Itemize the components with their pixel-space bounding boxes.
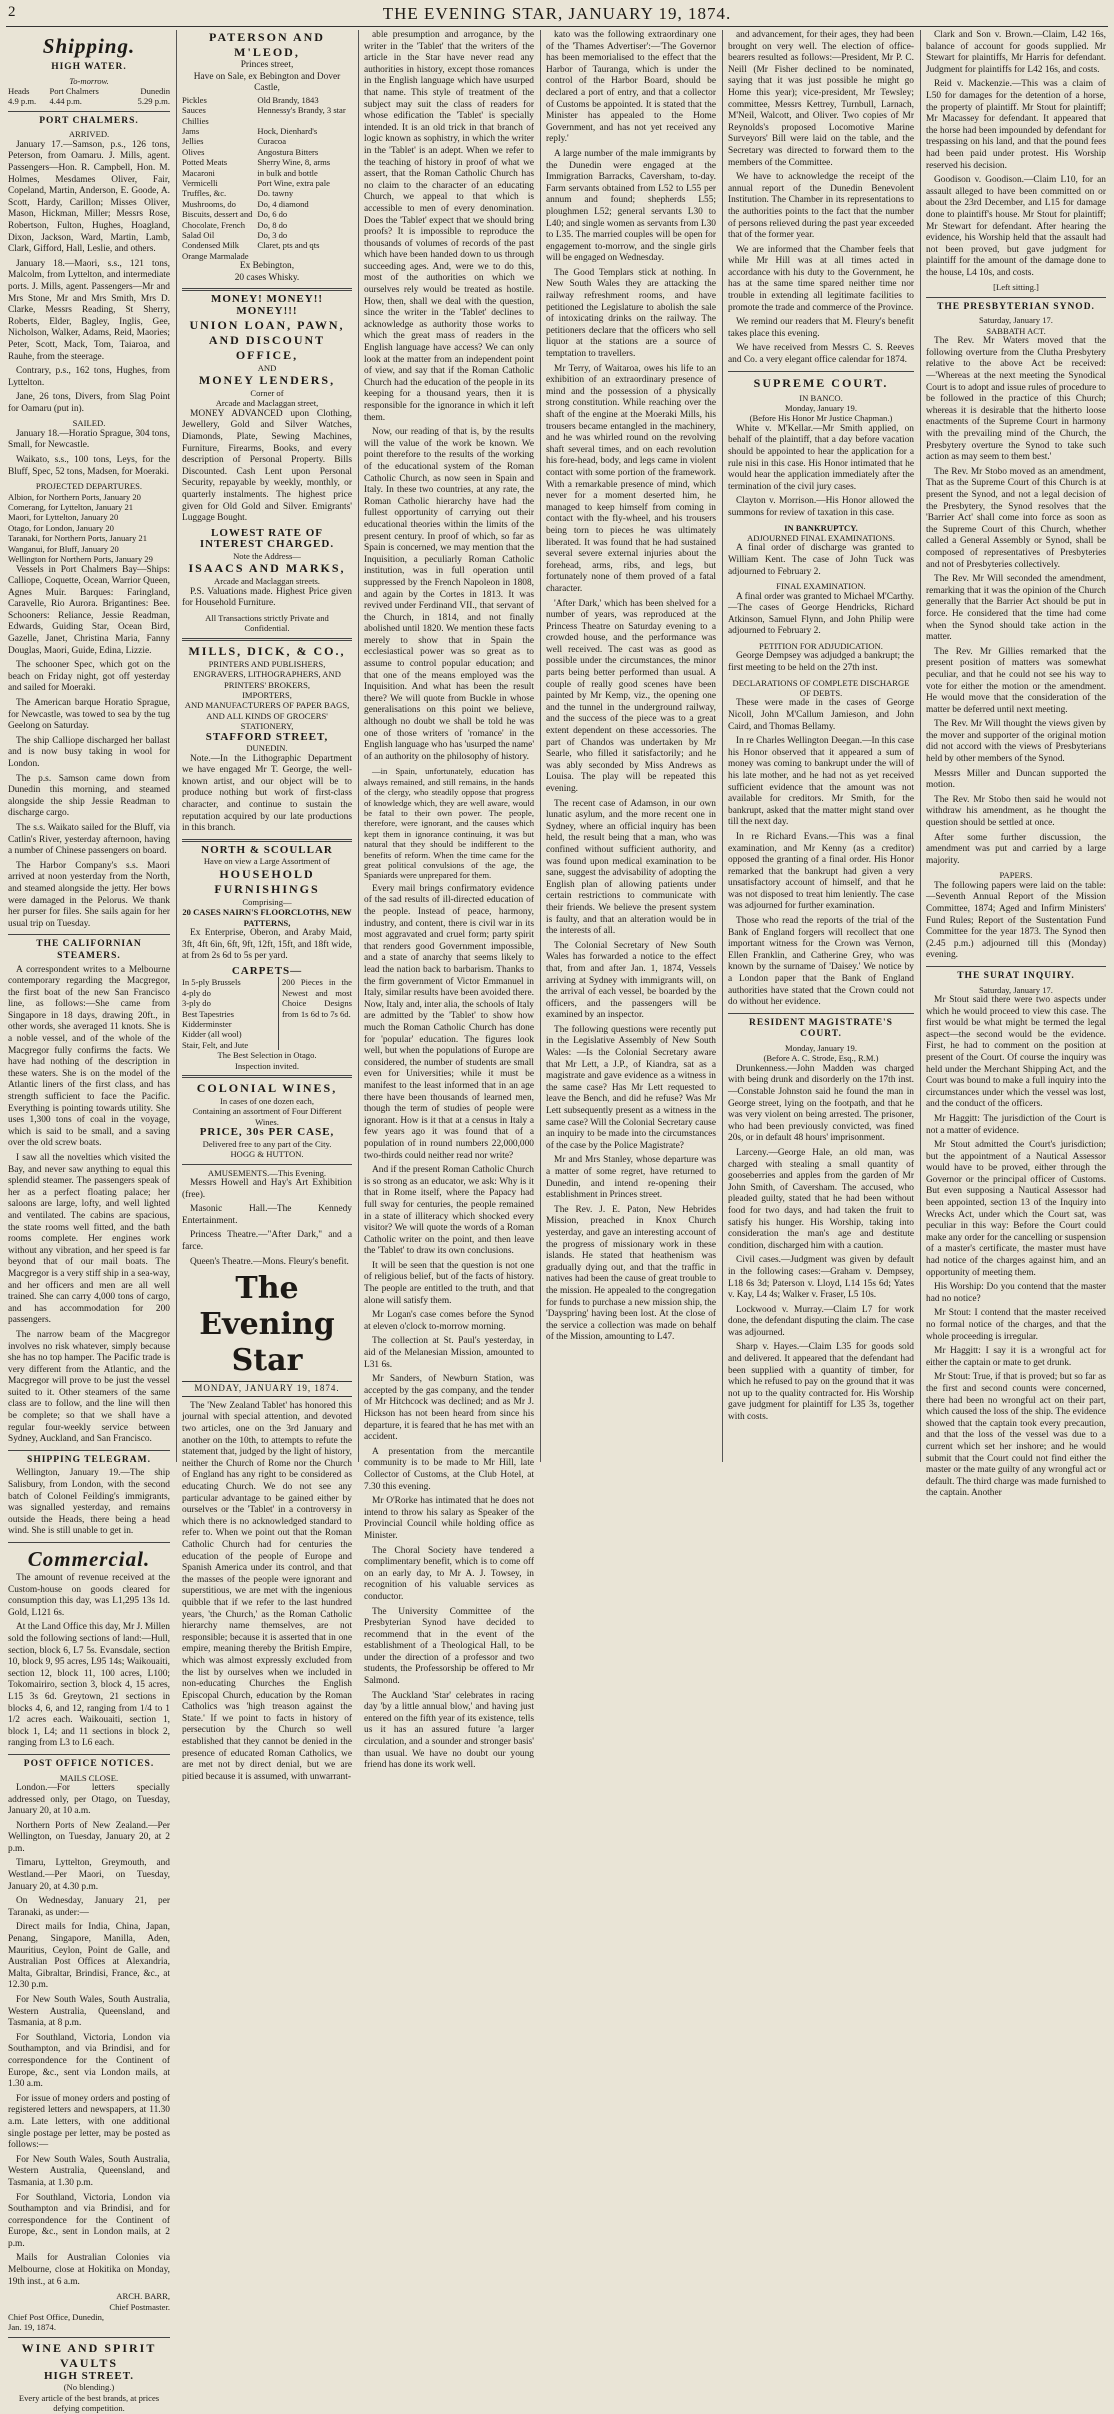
editorial-quote: —in Spain, unfortunately, education has always remained, and still remains, in the hands of the clergy, who steadily oppose that progress of knowledge which, they are well aware, would be fatal to their own power. The people, therefore, were ignorant, and the causes which kept them in ignorance continuing, it was but natural that they should be indifferent to the benefits of reform. When the time came for the great political convulsions of the age, the Spaniards were unprepared for them. [364, 766, 534, 881]
ad-north-carpets: CARPETS— [231, 964, 303, 977]
ad-paterson-address: Princes street, [240, 60, 294, 70]
goods-cell: Salad Oil [182, 230, 215, 241]
ad-mills-town: DUNEDIN. [246, 743, 288, 754]
californian-heading: THE CALIFORNIAN STEAMERS. [36, 939, 142, 961]
ad-money-private: All Transactions strictly Private and Confidential. [205, 613, 329, 634]
post-notice: Timaru, Lyttelton, Greymouth, and Westland.—Per Maori, on Tuesday, January 20, at 4.30 p.m. [8, 1858, 170, 1892]
ad-wines-line2: Containing an assortment of Four Different [192, 1106, 342, 1117]
ad-wines-delivery: Delivered free to any part of the City. [202, 1138, 332, 1149]
leader-paragraph: The 'New Zealand Tablet' has honored this journal with special attention, and devoted two articles, one on the 3rd January and another on the 10th, to attempts to refute the statement that, judged by the light of history, neither the Church of Rome nor the Church of England has any right to be considered as educating Church. We do not see any particular advantage to be gained either by ourselves or the 'Tablet' in a controversy in which there is no acknowledged standard to refer to. When we point out that the Roman Catholic Church had for centuries the education of the people of Europe and Spanish America under its control, and that the masses of the people were ignorant and superstitious, we are met with the ingenious quibble that if we refer to the last hundred years, 'the Church,' as the Roman Catholic hierarchy name themselves, are not responsible; because it is asserted that in one empire, meaning thereby the British Empire, which was almost expressly excluded from the list by ourselves when we included in non-educating Churches the English Episcopal Church, education by the Roman Catholics was 'high treason against the State.' If we point to facts in history of persecution by the Church so well established that they cannot be denied in the presence of educated Roman Catholics, we are met not by direct denial, but we are pitied because it is assumed, with unwarrant- [182, 1400, 352, 1782]
goods-cell: Sherry Wine, 8, arms [257, 157, 331, 168]
news-item: The recent case of Adamson, in our own lunatic asylum, and the more recent one in Sydney, where an official inquiry has been held, the result being that a man, who was confined without sufficient authority, and was found upon medical examination to be sane, suggest the advisability of adopting the English plan of allowing patients under certain restrictions to communicate with their friends. We believe the present system is faulty, and that an alteration would be in the interests of all. [546, 798, 716, 937]
departure-entry: Wellington for Northern Ports, January 29 [8, 554, 153, 565]
carpet-type: Stair, Felt, and Jute [182, 1039, 249, 1050]
synod-paragraph: After some further discussion, the amendment was put and carried by a large majority. [926, 832, 1106, 866]
ad-money-firm-address: Arcade and Maclaggan streets. [214, 576, 320, 587]
divider [8, 111, 170, 112]
rm-court-magistrate: (Before A. C. Strode, Esq., R.M.) [763, 1053, 879, 1064]
amusement-entry: Masonic Hall.—The Kennedy Entertainment. [182, 1204, 352, 1226]
column-synod [926, 30, 1106, 1499]
news-item: Mr O'Rorke has intimated that he does not intend to throw his salary as Speaker of the Provincial Council while holding office as Minister. [364, 1496, 534, 1541]
sailing-entry: Waikato, s.s., 100 tons, Leys, for the Bluff, Spec, 52 tons, Madsen, for Moeraki. [8, 455, 170, 477]
tide-cell: Heads [8, 86, 30, 96]
ad-money-title: MONEY! MONEY!! MONEY!!! [210, 293, 324, 318]
news-item: The University Committee of the Presbyterian Synod have decided to recommend that in the event of the establishment of a Theological Hall, to be under the direction of a professor and two students, the Professorship be offered to Mr Salmond. [364, 1606, 534, 1687]
departure-entry: Otago, for London, January 20 [8, 522, 114, 533]
goods-cell: in bulk and bottle [257, 167, 318, 178]
page-number: 2 [8, 4, 17, 20]
arrival-entry: January 17.—Samson, p.s., 126 tons, Peterson, from Oamaru. J. Mills, agent. Passengers—Hon. R. Campbell, Hon. M. Holmes, Mesdames Oliver, Fair, Copeland, Martin, Anderson, E. Goode, A. Scott, Hardy, Carillon; Misses Oliver, Mason, Hickman, Miller; Messrs Rose, Robertson, Fulton, Hughes, Hoagland, Dixon, Jackson, Ward, Martin, Lamb, Clark, Gifford, Hall, Leslie, and others. [8, 139, 170, 255]
vessels-in-port: Vessels in Port Chalmers Bay—Ships: Calliope, Coquette, Ocean, Warrior Queen, Agnes Muir. Barques: Faringland, Caravelle, Rio Aurora. Brigantines: Bee. Schooners: Reliance, Jessie Readman, Edwards, Guiding Star, Ocean Bird, Gazelle, Janet, Christina Maria, Fanny Douglas, Maori, Guide, Edina, Lizzie. [8, 564, 170, 656]
departure-entry: Maori, for Lyttelton, January 20 [8, 512, 119, 523]
goods-cell: Sauces [182, 105, 206, 116]
news-item: We remind our readers that M. Fleury's benefit takes place this evening. [728, 317, 914, 339]
post-notice: Mails for Australian Colonies via Melbourne, close at Hokitika on Monday, 19th inst., at 6 a.m. [8, 2253, 170, 2287]
inquiry-paragraph: Mr Stout said there were two aspects under which he would proceed to view this case. The first would be what might be termed the legal aspect—the second would be the evidence. First, he had to comment on the position at present of the Court. Of course the inquiry was held under the Merchant Shipping Act, and the Court was bound to make a full inquiry into the circumstances under which the vessel was lost, and the conduct of the officers. [926, 994, 1106, 1110]
ad-paterson-cases: 20 cases Whisky. [234, 272, 300, 283]
ad-mills-manufacturers: AND MANUFACTURERS OF PAPER BAGS, AND ALL KINDS OF GROCERS' STATIONERY, [184, 700, 350, 732]
goods-row [182, 188, 352, 198]
column-courts [728, 30, 914, 1460]
ad-mills-engravers: ENGRAVERS, LITHOGRAPHERS, AND PRINTERS' BROKERS, [193, 669, 341, 690]
ad-wines-line1: In cases of one dozen each, [219, 1096, 314, 1107]
news-item: The Choral Society have tendered a complimentary benefit, which is to come off on an early day, to Mr A. J. Towsey, in recognition of his valuable services as conductor. [364, 1545, 534, 1602]
column-editorial [364, 30, 535, 1771]
synod-paragraph: The Rev. Mr Stobo then said he would not withdraw his amendment, as he thought the question should be settled at once. [926, 794, 1106, 829]
news-item: Mr Sanders, of Newburn Station, was accepted by the gas company, and the tender of Mr Hitchcock was declined; and as Mr J. Hickson has not been heard from since his departure, it is feared that he has met with an accident. [364, 1374, 534, 1443]
post-office-place: Chief Post Office, Dunedin, [8, 2312, 105, 2323]
editorial-paragraph: Now, our reading of that is, by the results will the value of the work be known. We point therefore to the results of the working of the educational system of the Roman Catholic Church, as now seen in Spain and Italy. In these two countries, at any rate, the Roman Catholic hierarchy have had the fullest opportunity of carrying out their educational theories within the limits of the present century. In proof of which, so far as Spain is concerned, we may mention that the Inquisition, a peculiarly Roman Catholic institution, was in full operation until suppressed by the French Napoleon in 1808, and again by the Cortes in 1813. It was revived under Ferdinand VII., that servant of the Church, in 1814, and not finally abolished until 1820. We mention these facts merely to show that in Spain the ecclesiastical power was so great as to assume to control popular education; and that one of the means employed was the Inquisition. And what has been the result there? We will quote from Buckle in whose generalisations on this point we believe, although no doubt we shall be told he was one of those writers of 'romance' in the English language who has 'usurped the name' of an authority on the philosophy of history. [364, 427, 535, 762]
bankruptcy-subhead: DECLARATIONS OF COMPLETE DISCHARGE OF DEBTS. [732, 677, 910, 698]
news-item: A presentation from the mercantile community is to be made to Mr Hill, late Collector of Customs, at the Club Hotel, at 7.30 this evening. [364, 1446, 534, 1492]
goods-cell [257, 251, 352, 261]
goods-cell: Do, 6 do [257, 209, 288, 220]
article-paragraph: A correspondent writes to a Melbourne contemporary regarding the Macgregor, the first boat of the new San Francisco line, as follows:—She came from Singapore in 18 days, drawing 20ft., in other words, she averaged 11 knots. She is a noble vessel, and of the whole of the Macgregor fully confirms the facts. We have had nothing of the description in these waters. She is on the model of the Atlantic liners of the first class, and has strength sufficient to face the Pacific. Everything is pointing towards utility. She uses 1,300 tons of coal in the voyage, which is said to be small, and a saving over the old screw boats. [8, 964, 170, 1149]
bankruptcy-heading: IN BANKRUPTCY. [784, 522, 858, 533]
tide-table [8, 86, 170, 107]
bankruptcy-subhead: PETITION FOR ADJUDICATION. [759, 640, 883, 651]
telegram-text: Wellington, January 19.—The ship Salisbury, from London, with the second batch of Colonel Feilding's immigrants, was signalled yesterday, and remains outside the Heads, there being a head wind. She is still unable to get in. [8, 1468, 170, 1537]
ad-money-body: MONEY ADVANCED upon Clothing, Jewellery, Gold and Silver Watches, Diamonds, Plate, Sewing Machines, Furniture, Firearms, Books, and every description of Personal Property. Bills Discounted. Cash Lent upon Personal Security, repayable by weekly, monthly, or quarterly instalments. The highest price given for Old Gold and Silver. Emigrants' Luggage Bought. [182, 408, 352, 524]
court-case: Reid v. Mackenzie.—This was a claim of L50 for damages for the detention of a horse, the property of plaintiff. Mr Stout for plaintiff; Mr Macassey for defendant. It appeared that the horse had been impounded by defendant for trespassing on his land, and that the pound fees had been paid under protest. His Worship reserved his decision. [926, 79, 1106, 171]
goods-cell: Potted Meats [182, 157, 228, 168]
goods-cell: Jams [182, 126, 200, 136]
court-case: Civil cases.—Judgment was given by default in the following cases:—Graham v. Dempsey, L18 6s 3d; Paterson v. Lloyd, L14 15s 6d; Yates v. Kay, L4 4s; Walker v. Fraser, L5 10s. [728, 1255, 914, 1301]
column-rule [358, 30, 359, 1462]
synod-date: Saturday, January 17. [979, 315, 1053, 326]
court-case: White v. M'Kellar.—Mr Smith applied, on behalf of the plaintiff, that a day before vacation should be appointed to hear the application for a rule nisi in this case. His Honor intimated that he would hear the application immediately after the termination of the civil jury cases. [728, 423, 914, 492]
carpet-types [182, 977, 277, 1050]
carpet-type: Kidder (all wool) [182, 1029, 242, 1040]
news-item: The collection at St. Paul's yesterday, in aid of the Melanesian Mission, amounted to L31 6s. [364, 1336, 534, 1370]
ad-money-and: AND [257, 362, 277, 373]
editorial-paragraph: Every mail brings confirmatory evidence of the sad results of ill-directed education of the people. Instead of peace, harmony, industry, and content, there is civil war in its most aggravated and cruel form; party spirit that renders good Government impossible, and a state of anarchy that seems likely to lead the nation back to barbarism. Thanks to the firm government of Victor Emmanuel in Italy, similar results have been avoided there. Now, Italy and, inter alia, the schools of Italy are admitted by the 'Tablet' to show how much the Roman Catholic Church has done for 'popular' education. The figures look well, but when the populations of Europe are considered, the number of students are small even for Universities; while it must be manifest to the least informed that in an age there have been thousands of learned men, though the term of studies of people were ignorant. How is it that at a census in Italy a few years ago it was found that of a population of in round numbers 22,000,000 two-thirds could neither read nor write? [364, 883, 534, 1161]
goods-cell: Do, 3 do [257, 230, 288, 241]
court-case: Larceny.—George Hale, an old man, was charged with stealing a small quantity of gooseberries and apples from the garden of Mr John Smith, of Caversham. The accused, who pleaded guilty, stated that he had been without food for two days, and had taken the fruit to satisfy his hunger. His Worship, taking into consideration the man's age and destitute condition, discharged him with a caution. [728, 1147, 914, 1251]
inquiry-paragraph: Mr Stout: True, if that is proved; but so far as the first and second counts were concerned, there had been no wrongful act on their part, which caused the loss of the ship. The evidence showed that the captain took every precaution, and that the loss of the vessel was due to a current which set her inshore; and he would submit that the Court could not find either the master or the mate guilty of any wrongful act or default. The third charge was made furnished to the captain. Another [926, 1372, 1106, 1499]
synod-heading: THE PRESBYTERIAN SYNOD. [937, 301, 1095, 312]
inquiry-paragraph: Mr Haggitt: I say it is a wrongful act for either the captain or mate to get drunk. [926, 1346, 1106, 1368]
carpet-type: Best Tapestries [182, 1008, 234, 1019]
wine-vaults-text: Every article of the best brands, at prices defying competition. [18, 2392, 160, 2414]
goods-cell: Hennessy's Brandy, 3 star [257, 105, 346, 116]
inquiry-paragraph: Mr Haggitt: The jurisdiction of the Court is not a matter of evidence. [926, 1113, 1106, 1136]
arrival-entry: Contrary, p.s., 162 tons, Hughes, from Lyttelton. [8, 366, 170, 388]
ad-mills-importers: IMPORTERS, [242, 690, 292, 701]
ad-money-ps: P.S. Valuations made. Highest Price given for Household Furniture. [182, 586, 352, 609]
ad-north-nairn: 20 CASES NAIRN'S FLOORCLOTHS, NEW PATTERNS, [182, 907, 352, 928]
post-notice: London.—For letters specially addressed only, per Otago, on Tuesday, January 20, at 10 a.m. [8, 1782, 170, 1817]
synod-paragraph: The Rev. Mr Will seconded the amendment, remarking that it was the opinion of the Church generally that the Barrier Act should be put in force. He considered that the time had come when the Synod should take action in the matter. [926, 574, 1106, 643]
editorial-paragraph: And if the present Roman Catholic Church is so strong as an educator, we ask: Why is it that in Rome itself, where the Papacy had full sway for centuries, the people remained in a state of illiteracy which shocked every visitor? We will quote the words of a Roman Catholic writer on the point, and then leave the 'Tablet' to draw its own conclusions. [364, 1165, 534, 1257]
news-item: The Auckland 'Star' celebrates in racing day 'by a little annual blow,' and having just entered on the fifth year of its existence, tells us it has an assured future 'a larger circulation, and a sounder and stronger basis' than usual. We have no doubt our young friend has done its work well. [364, 1690, 534, 1771]
amusement-entry: Princess Theatre.—"After Dark," and a farce. [182, 1230, 352, 1253]
ad-north-best: The Best Selection in Otago. [217, 1050, 317, 1061]
goods-cell: Macaroni [182, 167, 215, 178]
court-case: Lockwood v. Murray.—Claim L7 for work done, the defendant disputing the claim. The case was adjourned. [728, 1304, 914, 1338]
ad-money-note: Note the Address— [233, 551, 301, 561]
departure-entry: Albion, for Northern Ports, January 20 [8, 491, 141, 502]
shipping-note: The American barque Horatio Sprague, for Newcastle, was towed to sea by the tug Geelong on Saturday. [8, 698, 170, 732]
arrival-entry: January 18.—Maori, s.s., 121 tons, Malcolm, from Lyttelton, and intermediate ports. J. Mills, agent. Passengers—Mr and Mrs Stone, Mr and Mrs Smith, Mrs D. Clarke, Messrs Reading, St Sherry, Roberts, Elder, Bagley, Inglis, Gee, Nicholson, Walker, Adams, Reid, Maories; Peter, Scott, Mack, Tom, Taiaroa, and Rauhe, from the steerage. [8, 258, 170, 362]
goods-cell: Old Brandy, 1843 [257, 94, 319, 105]
post-notice: Direct mails for India, China, Japan, Penang, Singapore, Manilla, Aden, Mauritius, Ceylon, Point de Galle, and Australian Post Offices at Alexandria, Malta, Gibraltar, Brindisi, France, &c., at 12.30 p.m. [8, 1922, 170, 1991]
ad-mills-sub: PRINTERS AND PUBLISHERS, [208, 658, 326, 669]
running-head [0, 4, 1114, 26]
column-rule [722, 30, 723, 1462]
ad-north-inspection: Inspection invited. [235, 1060, 299, 1071]
divider [182, 839, 352, 842]
arrival-entry: Jane, 26 tons, Divers, from Slag Point for Oamaru (put in). [8, 392, 170, 414]
goods-cell: Chocolate, French [182, 219, 246, 230]
court-case: A final order of discharge was granted to William Kent. The case of John Tuck was adjourned to February 2. [728, 543, 914, 577]
goods-cell [257, 116, 352, 126]
editorial-paragraph: able presumption and arrogance, by the writer in the 'Tablet' that the writers of the article in the Star have never read any authorities in history, except those romances in the English language which have usurped that name. This style of treatment of the subject may suit the class of readers for whose edification the 'Tablet' is specially intended. It is an old trick in that branch of logic known as sophistry, in which the writer in the 'Tablet' is an adept. When we refer to the teaching of history in proof of what we assert, that the Roman Catholic Church has no claim to the character of an educating Church, we appeal to that which is accessible to men of every denomination. Does the 'Tablet' expect that we should bring proofs? It is impossible to reproduce the thousands of volumes of records of the past which have been handed down to us through succeeding ages. And, were we to do this, most of the authorities on which we ourselves rely would be treated as hostile. How, then, shall we deal with the question, since the writer in the 'Tablet' declines to acknowledge as authority those works to which the great mass of readers in the English language have access? We can only look at the matter from an independent point of view, and say that if the Roman Catholic Church had the education of the people in its keeping for a thousand years, then it is responsible for the ignorance in which it left them. [364, 30, 534, 423]
ad-money-corner: Corner of [250, 388, 284, 399]
goods-cell: Port Wine, extra pale [257, 178, 330, 189]
synod-paragraph: The Rev. Mr Stobo moved as an amendment, That as the Supreme Court of this Church is at present the Synod, and not a legal decision of the Presbytery, the Synod resolves that the 'Barrier Act' shall come into force as soon as the Supreme Court of this Church, whether called a General Assembly or Synod, shall be composed of representatives of Presbyteries and not of Presbyteries collectively. [926, 466, 1106, 570]
divider [182, 638, 352, 641]
header-rule [6, 26, 1108, 27]
ad-wines-firm: HOGG & HUTTON. [230, 1149, 304, 1160]
goods-row [182, 157, 352, 167]
synod-paragraph: The Rev. Mr Waters moved that the following overture from the Clutha Presbytery relative to the above Act be received:—'Whereas at the next meeting the Synodical Court is to adopt and issue rules of procedure to be followed in the practice of this Church; whereas it is desirable that the hitherto loose enactments of the Supreme Court in harmony with the prevailing mind of the Church, the Presbytery overture the Synod to take such action as may seem to them best.' [926, 336, 1106, 463]
synod-paragraph: The Rev. Mr Gillies remarked that the present position of matters was somewhat peculiar, and that he could not see his way to vote for either the motion or the amendment. He would move that the consideration of the matter be deferred until next meeting. [926, 646, 1106, 715]
news-item: Mr Logan's case comes before the Synod at eleven o'clock to-morrow morning. [364, 1310, 534, 1332]
post-notice: For Southland, Victoria, London via Southampton and via Brindisi, and for correspondence for the Continent of Europe, &c., sent in London mails, at 2 p.m. [8, 2192, 170, 2249]
news-item: 'After Dark,' which has been shelved for a number of years, was reproduced at the Princess Theatre on Saturday evening to a crowded house, and the performance was well received. The cast was as good as possible under the circumstances, the minor parts being better performed than usual. A couple of really good scenes have been painted by Mr Kemp, viz., the opening one and the tunnel in the underground railway, and the success of the piece was to a great extent dependent on these accessories. The part of Chandos was undertaken by Mr Searle, who filled it satisfactorily; and he was ably seconded by Miss Andrews as Louisa. The play will be repeated this evening. [546, 598, 716, 794]
column-advertisements [182, 30, 352, 1782]
amusement-entry: Queen's Theatre.—Mons. Fleury's benefit. [190, 1256, 349, 1267]
goods-cell: Mushrooms, do [182, 198, 236, 209]
inquiry-paragraph: Mr Stout: I contend that the master received no formal notice of the charges, and that the whole proceeding is irregular. [926, 1308, 1106, 1342]
post-notice: On Wednesday, January 21, per Taranaki, as under:— [8, 1896, 170, 1918]
goods-cell: Curacoa [257, 136, 287, 147]
shipping-note: The p.s. Samson came down from Dunedin this morning, and steamed alongside the ship Jessie Readman to discharge cargo. [8, 773, 170, 819]
sabbath-act-subhead: SABBATH ACT. [986, 325, 1046, 336]
ad-wines-wines: Wines. [255, 1116, 279, 1127]
goods-cell: Vermicelli [182, 178, 218, 189]
wine-vaults-note: (No blending.) [63, 2382, 115, 2393]
synod-paragraph: The Rev. Mr Will thought the views given by the mover and supporter of the original motion did not accord with the views of Presbyterians held by other members of the Synod. [926, 719, 1106, 765]
tide-cell: Port Chalmers [49, 86, 99, 96]
goods-cell: Condensed Milk [182, 240, 240, 251]
evening-star-flag: The Evening Star [199, 1271, 335, 1379]
in-banco-label: IN BANCO. [799, 392, 843, 403]
goods-row [182, 116, 352, 126]
synod-paragraph: Messrs Miller and Duncan supported the motion. [926, 768, 1106, 791]
supreme-court-judge: (Before His Honor Mr Justice Chapman.) [749, 413, 893, 424]
divider [182, 288, 352, 291]
ad-mills-title: MILLS, DICK, & CO., [188, 643, 346, 658]
amusements-heading: AMUSEMENTS.—This Evening. [207, 1167, 327, 1178]
commercial-paragraph: The amount of revenue received at the Custom-house on goods cleared for consumption this day, was L1,295 13s 1d. Gold, L121 6s. [8, 1573, 170, 1618]
divider [8, 1754, 170, 1755]
divider [926, 297, 1106, 298]
goods-row [182, 251, 352, 261]
news-item: A large number of the male immigrants by the Dunedin were engaged at the Immigration Barracks, Caversham, to-day. Farm servants obtained from L52 to L55 per annum and found; shepherds L55; ploughmen L52; general servants L30 to L40; and single women as servants from L30 to L35. The married couples will be open for engagement to-morrow, and the single girls will be engaged on Wednesday. [546, 148, 716, 264]
goods-cell: Do, 8 do [257, 219, 288, 230]
divider [8, 934, 170, 935]
surat-inquiry-heading: THE SURAT INQUIRY. [957, 970, 1075, 981]
divider [182, 1164, 352, 1165]
tide-cell: 4.9 p.m. [8, 96, 37, 107]
post-office-heading: POST OFFICE NOTICES. [23, 1758, 155, 1769]
bankruptcy-subhead: ADJOURNED FINAL EXAMINATIONS. [747, 533, 895, 543]
goods-row [182, 105, 352, 115]
running-title: THE EVENING STAR, JANUARY 19, 1874. [382, 4, 732, 23]
article-paragraph: The narrow beam of the Macgregor involves no risk whatever, simply because she has no top hamper. The Pacific trade is very different from the Atlantic, and the Macgregor will prove to be just the vessel suited to it. Other steamers of the same class are to follow, and the line will then be complete; so that we shall have a regular four-weekly service between Sydney, Auckland, and San Francisco. [8, 1329, 170, 1445]
news-item: Mr Terry, of Waitaroa, owes his life to an exhibition of an extraordinary presence of mind and the possession of a physically strong constitution. While reaching over the shaft of the engine at the Moeraki Mills, his trousers became entangled in the machinery, and he was whirled round on the revolving shaft several times, and on each revolution his fore-head, body, and legs came in violent contact with some portion of the framework. With a remarkable presence of mind, which never for a moment deserted him, he managed to keep himself from coming in contact with the fly-wheel, and his trousers being torn to pieces he was ultimately liberated. It was found that he had sustained several severe external injuries about the forehead, arms, ribs, and legs, but fortunately none of them proved of a fatal character. [546, 363, 716, 594]
goods-row [182, 168, 352, 178]
goods-row [182, 220, 352, 230]
divider [926, 966, 1106, 967]
goods-row [182, 95, 352, 105]
post-notice: For Southland, Victoria, London via Southampton, and via Brindisi, and for correspondence for the Continent of Europe, &c., sent via London mails, at 1.30 a.m. [8, 2032, 170, 2090]
ad-paterson-title: PATERSON AND M'LEOD, [209, 30, 325, 59]
shipping-note: The Harbor Company's s.s. Maori arrived at noon yesterday from the North, and steamed alongside the jetty. Her bows were damaged in the Pelorus. We thank her purser for files. She sails again for her usual trip on Tuesday. [8, 860, 170, 929]
shipping-note: The ship Calliope discharged her ballast and is now busy taking in wool for London. [8, 735, 170, 769]
goods-cell: Jellies [182, 136, 204, 147]
goods-row [182, 126, 352, 136]
court-case: A final order was granted to Michael M'Carthy.—The cases of George Hendricks, Richard Atkinson, Samuel Flynn, and John Philip were adjourned to February 2. [728, 591, 914, 637]
telegram-heading: SHIPPING TELEGRAM. [27, 1454, 151, 1465]
departure-entry: Comerang, for Lyttelton, January 21 [8, 502, 134, 513]
divider [182, 1075, 352, 1078]
wine-vaults-ad-title: WINE AND SPIRIT VAULTS [21, 2340, 157, 2370]
resident-magistrate-heading: RESIDENT MAGISTRATE'S COURT. [749, 1017, 893, 1040]
news-item: and advancement, for their ages, they had been brought on very well. The election of office-bearers resulted as follows:—President, Mr P. C. Neill (Mr Fisher declined to be nominated, saying that it was just possible he might go Home this year); vice-president, Mr Tewsley; committee, Messrs Kettrey, Turnbull, Larnach, M'Neil, Walcott, and Oliver. Two copies of Mr Reynolds's proposed Locomotive Marine Surveyors' Bill were laid on the table, and the Secretary was directed to forward them to the members of the Committee. [728, 30, 914, 168]
goods-cell: Do, 4 diamond [257, 198, 309, 209]
divider [8, 2337, 170, 2338]
divider [728, 1013, 914, 1014]
ad-mills-street: STAFFORD STREET, [205, 730, 329, 743]
divider [8, 1450, 170, 1451]
court-case: Clark and Son v. Brown.—Claim, L42 16s, balance of account for goods supplied. Mr Stewart for plaintiffs, Mr Harris for defendant. Judgment for plaintiffs for L42 16s, and costs. [926, 30, 1106, 75]
goods-cell: Biscuits, dessert and [182, 209, 253, 220]
tide-cell: 4.44 p.m. [49, 96, 82, 107]
news-item: kato was the following extraordinary one of the 'Thames Advertiser':—'The Governor has been memorialised to the effect that the Harbor of Tauranga, which is under the control of the Harbor Board, should be declared a port of entry, and that a collector of Customs be appointed. It is stated that the Minister has appealed to the Home Government, and has not yet received any reply.' [546, 30, 716, 145]
court-case: Drunkenness.—John Madden was charged with being drunk and disorderly on the 17th inst.—Constable Johnston said he found the man in George street, lying on the footpath, and that he was very violent on being arrested. The prisoner, who had been previously convicted, was fined 20s, or in default 48 hours' imprisonment. [728, 1063, 914, 1144]
ad-paterson-ex: Ex Bebington, [239, 261, 295, 272]
news-item: The Rev. J. E. Paton, New Hebrides Mission, preached in Knox Church yesterday, and gave an interesting account of the progress of missionary work in these islands. He stated that heathenism was gradually dying out, and that the traffic in natives had been the cause of great trouble to the mission. He appealed to the congregation for funds to purchase a new mission ship, the 'Dayspring' having been lost. At the close of the service a collection was made on behalf of the Mission, amounting to L47. [546, 1204, 716, 1343]
news-item: The Colonial Secretary of New South Wales has forwarded a notice to the effect that, from and after Jan. 1, 1874, Vessels arriving at Sydney with immigrants will, on the arrival of each vessel, be boarded by the officers, and the passengers will be examined by an inspector. [546, 940, 716, 1021]
news-item: We have received from Messrs C. S. Reeves and Co. a very elegant office calendar for 1874. [728, 343, 914, 366]
ad-north-have: Have on view a Large Assortment of [203, 856, 331, 867]
goods-cell: Truffles, &c. [182, 188, 227, 199]
goods-cell: Pickles [182, 94, 207, 105]
port-chalmers-heading: PORT CHALMERS. [39, 115, 139, 126]
news-item: Mr and Mrs Stanley, whose departure was a matter of some regret, have returned to Dunedin, and intend re-opening their establishment in Princes street. [546, 1155, 716, 1201]
post-office-date: Jan. 19, 1874. [8, 2322, 56, 2333]
column-rule [176, 30, 177, 1462]
departure-entry: Taranaki, for Northern Ports, January 21 [8, 533, 148, 544]
tomorrow-label: To-morrow. [69, 75, 109, 86]
court-case: George Dempsey was adjudged a bankrupt; the first meeting to be held on the 27th inst. [728, 651, 914, 673]
mails-close-label: MAILS CLOSE. [59, 1772, 119, 1783]
wine-vaults-street: HIGH STREET. [43, 2369, 135, 2382]
goods-row [182, 147, 352, 157]
goods-row [182, 178, 352, 188]
amusement-entry: Messrs Howell and Hay's Art Exhibition (free). [182, 1178, 352, 1200]
court-case: Clayton v. Morrison.—His Honor allowed the summons for review of taxation in this case. [728, 496, 914, 518]
departure-entry: Wanganui, for Bluff, January 20 [8, 543, 119, 554]
flag-dateline: MONDAY, JANUARY 19, 1874. [182, 1381, 352, 1397]
ad-paterson-intro: Have on Sale, ex Bebington and Dover [193, 71, 341, 82]
post-notice: For New South Wales, South Australia, Western Australia, Queensland, and Tasmania, at 1.30 p.m. [8, 2154, 170, 2188]
divider [728, 371, 914, 372]
goods-row [182, 209, 352, 219]
ad-wines-price: PRICE, 30s PER CASE, [199, 1126, 335, 1139]
column-rule [540, 30, 541, 1462]
shipping-note: The schooner Spec, which got on the beach on Friday night, got off yesterday and sailed for Moeraki. [8, 660, 170, 694]
article-paragraph: I saw all the novelties which visited the Bay, and never saw anything to equal this splendid steamer. The passengers speak of her as a perfect floating palace; her saloons are large, lofty, and well lighted and ventilated. The cabins are spacious, the state rooms well fitted, and the bath rooms complete. Her engines work without any vibration, and her speed is far beyond that of our mail boats. The Macgregor is a very stiff ship in a sea-way, and her officers and men are all well trained. She can carry 4,000 tons of cargo, and has accommodation for 200 passengers. [8, 1153, 170, 1326]
news-item: We have to acknowledge the receipt of the annual report of the Dunedin Benevolent Institution. The Chamber in its representations to the authorities points to the fact that the number of persons relieved during the past year exceeded that of the former year. [728, 172, 914, 241]
court-case: In re Charles Wellington Deegan.—In this case his Honor observed that it appeared a sum of money was coming to bankrupt under the will of his late mother, and he had not as yet received sufficient evidence that the amount was not available for creditors. Mr Smith, for the bankrupt, asked that the matter might stand over till the next day. [728, 736, 914, 828]
ad-north-carpet-list [182, 977, 352, 1050]
goods-table [182, 95, 352, 262]
supreme-court-date: Monday, January 19. [785, 403, 857, 414]
editorial-paragraph: It will be seen that the question is not one of religious belief, but of the facts of history. The people are entitled to the truth, and that alone will satisfy them. [364, 1260, 534, 1306]
news-item: We are informed that the Chamber feels that while Mr Hill was at all times acted in accordance with his duty to the Government, he has at the same time spared neither time nor trouble in extending all legitimate facilities to promote the trade and commerce of the Province. [728, 244, 914, 313]
carpet-note: 200 Pieces in the Newest and most Choice Designs from 1s 6d to 7s 6d. [278, 977, 352, 1050]
goods-cell: Hock, Dienhard's [257, 126, 318, 136]
surat-inquiry-date: Saturday, January 17. [979, 984, 1053, 995]
column-rule [920, 30, 921, 1462]
inquiry-paragraph: His Worship: Do you contend that the master had no notice? [926, 1282, 1106, 1304]
ad-money-rate: LOWEST RATE OF INTEREST CHARGED. [199, 526, 335, 551]
goods-cell: Chillies [182, 115, 209, 126]
shipping-note: The s.s. Waikato sailed for the Bluff, via Catlin's River, yesterday afternoon, having a number of Chinese passengers on board. [8, 822, 170, 857]
goods-cell: Orange Marmalade [182, 250, 249, 261]
post-notice: For New South Wales, South Australia, Western Australia, Queensland, and Tasmania, at 8 p.m. [8, 1995, 170, 2029]
papers-subhead: PAPERS. [999, 870, 1033, 881]
goods-row [182, 230, 352, 240]
high-water-heading: HIGH WATER. [51, 62, 127, 72]
arrived-label: ARRIVED. [68, 129, 110, 140]
ad-north-sizes: Ex Enterprise, Oberon, and Araby Maid, 3ft, 4ft 6in, 6ft, 9ft, 12ft, 15ft, and 18ft wide, at from 2s 6d to 5s per yard. [182, 928, 352, 962]
carpet-type: In 5-ply Brussels [182, 977, 241, 988]
shipping-heading: Shipping. [42, 34, 136, 58]
court-case: Sharp v. Hayes.—Claim L35 for goods sold and delivered. It appeared that the defendant had been supplied with a quantity of timber, for which he refused to pay on the ground that it was not up to the quality contracted for. His Worship gave judgment for plaintiff for L35 3s, together with costs. [728, 1342, 914, 1423]
ad-north-title: NORTH & SCOULLAR [201, 843, 333, 856]
commercial-paragraph: At the Land Office this day, Mr J. Millen sold the following sections of land:—Hull, section, block 6, L7 5s. Evansdale, section 10, block 9, 95 acres, L95 14s; Waikouaiti, section 12, block 11, 100 acres, L100; Tokomairiro, section 3, block 4, 15 acres, L15 3s 6d. Greytown, 21 sections in blocks 4, 6, and 12, ranging from 1/4 to 1 1/2 acres each. Waikouaiti, section 1, block 1, L4; and 11 sections in block 2, ranging from L3 to L6 each. [8, 1622, 170, 1749]
court-case: Those who read the reports of the trial of the Bank of England forgers will recollect that one important witness for the Crown was Vernon, Ellen Franklin, and Catherine Grey, who was known by the surname of 'Daisey.' We notice by a London paper that the Bank of England authorities have stated that the Crown could not do without her evidence. [728, 916, 914, 1008]
left-sitting-note: [Left sitting.] [993, 282, 1039, 293]
carpet-type: Kidderminster [182, 1019, 232, 1030]
ad-north-furnishings: HOUSEHOLD FURNISHINGS [214, 866, 320, 896]
column-local-news [546, 30, 716, 1460]
ad-money-firm: ISAACS AND MARKS, [188, 561, 346, 576]
ad-wines-title: COLONIAL WINES, [196, 1081, 338, 1096]
synod-paragraph: The following papers were laid on the table:—Seventh Annual Report of the Mission Committee, 1874; Aged and Infirm Ministers' Fund Rules; Report of the Sustentation Fund Committee for the year 1873. The Synod then (2.45 p.m.) adjourned till this (Monday) evening. [926, 880, 1106, 961]
sailing-entry: January 18.—Horatio Sprague, 304 tons, Small, for Newcastle. [8, 428, 170, 451]
court-case: In re Richard Evans.—This was a final examination, and Mr Kenny (as a creditor) opposed the granting of a final order. His Honor remarked that the bankrupt had given a very unsatisfactory account of himself, and that he was not disposed to treat him leniently. The case was adjourned for further examination. [728, 831, 914, 912]
ad-paterson-ship: Castle, [254, 83, 280, 94]
goods-cell: Do. tawny [257, 188, 294, 199]
bankruptcy-subhead: FINAL EXAMINATION. [776, 581, 866, 592]
ad-north-comprising: Comprising— [242, 896, 292, 907]
postmaster-name: ARCH. BARR, [116, 2291, 170, 2302]
sailed-label: SAILED. [72, 418, 106, 429]
ad-money-arcade: Arcade and Maclaggan street, [215, 398, 319, 409]
ad-money-lenders: MONEY LENDERS, [198, 373, 336, 388]
supreme-court-heading: SUPREME COURT. [753, 375, 889, 390]
tide-cell: Dunedin [140, 86, 170, 96]
goods-cell: Angostura Bitters [257, 146, 319, 157]
column-shipping [8, 30, 170, 2414]
tide-cell: 5.29 p.m. [137, 96, 170, 107]
projected-label: PROJECTED DEPARTURES. [35, 481, 143, 492]
goods-cell: Claret, pts and qts [257, 240, 320, 251]
divider [8, 1542, 170, 1543]
news-item: The Good Templars stick at nothing. In New South Wales they are attacking the railway refreshment rooms, and have petitioned the Legislature to abolish the sale of intoxicating drinks on the railway. The petitioners declare that the officers who sell liquor at the stations are a source of temptation to travellers. [546, 267, 716, 360]
post-notice: Northern Ports of New Zealand.—Per Wellington, on Tuesday, January 20, at 2 p.m. [8, 1820, 170, 1854]
news-item: The following questions were recently put in the Legislative Assembly of New South Wales: —Is the Colonial Secretary aware that Mr Lett, a J.P., of Kiandra, sat as a magistrate and gave evidence as a witness in the same case? Has Mr Lett requested to leave the Bench, and did he refuse? Was Mr Lett subsequently present as a witness in the same case? Will the Colonial Secretary cause an inquiry to be made into the circumstances of the case by the Police Magistrate? [546, 1024, 716, 1151]
commercial-heading: Commercial. [27, 1547, 151, 1571]
post-notice: For issue of money orders and posting of registered letters and newspapers, at 11.30 a.m. Late letters, with one additional single postage per letter, may be posted as follows:— [8, 2093, 170, 2151]
inquiry-paragraph: Mr Stout admitted the Court's jurisdiction; but the appointment of a Nautical Assessor would have to be proved, either through the Governor or the principal officer of Customs. But even supposing a Nautical Assessor had been appointed, section 13 of the Inquiry into Wrecks Act, under which the Court sat, was peculiar in this way: Before the Court could make any order for the cancelling or suspension of a master's certificate, the master must have had notice of the charges against him, and an opportunity of meeting them. [926, 1140, 1106, 1278]
goods-row [182, 199, 352, 209]
rm-court-date: Monday, January 19. [785, 1043, 857, 1053]
carpet-type: 3-ply do [182, 998, 211, 1009]
goods-row [182, 136, 352, 146]
postmaster-title: Chief Postmaster. [109, 2301, 170, 2312]
goods-cell: Olives [182, 146, 205, 157]
court-case: These were made in the cases of George Nicoll, John M'Callum Jamieson, and John Caird, and Thomas Bellamy. [728, 698, 914, 732]
carpet-type: 4-ply do [182, 987, 211, 998]
goods-row [182, 240, 352, 250]
court-case: Goodison v. Goodison.—Claim L10, for an assault alleged to have been committed on or about the 23rd December, and L15 for damage done to plaintiff's house. Mr Stout for plaintiff; Mr Stewart for defendant. After hearing the evidence, his Worship held that the assault had not been proved, but gave judgment for plaintiff for the amount of the damage done to the house, L4 10s, and costs. [926, 175, 1106, 278]
ad-money-company: UNION LOAN, PAWN, AND DISCOUNT OFFICE, [189, 317, 345, 362]
ad-mills-note: Note.—In the Lithographic Department we have engaged Mr T. George, the well-known artist, and our object will be to produce nothing but work of first-class character, and continue to sustain the reputation acquired by our late productions in this branch. [182, 753, 352, 834]
